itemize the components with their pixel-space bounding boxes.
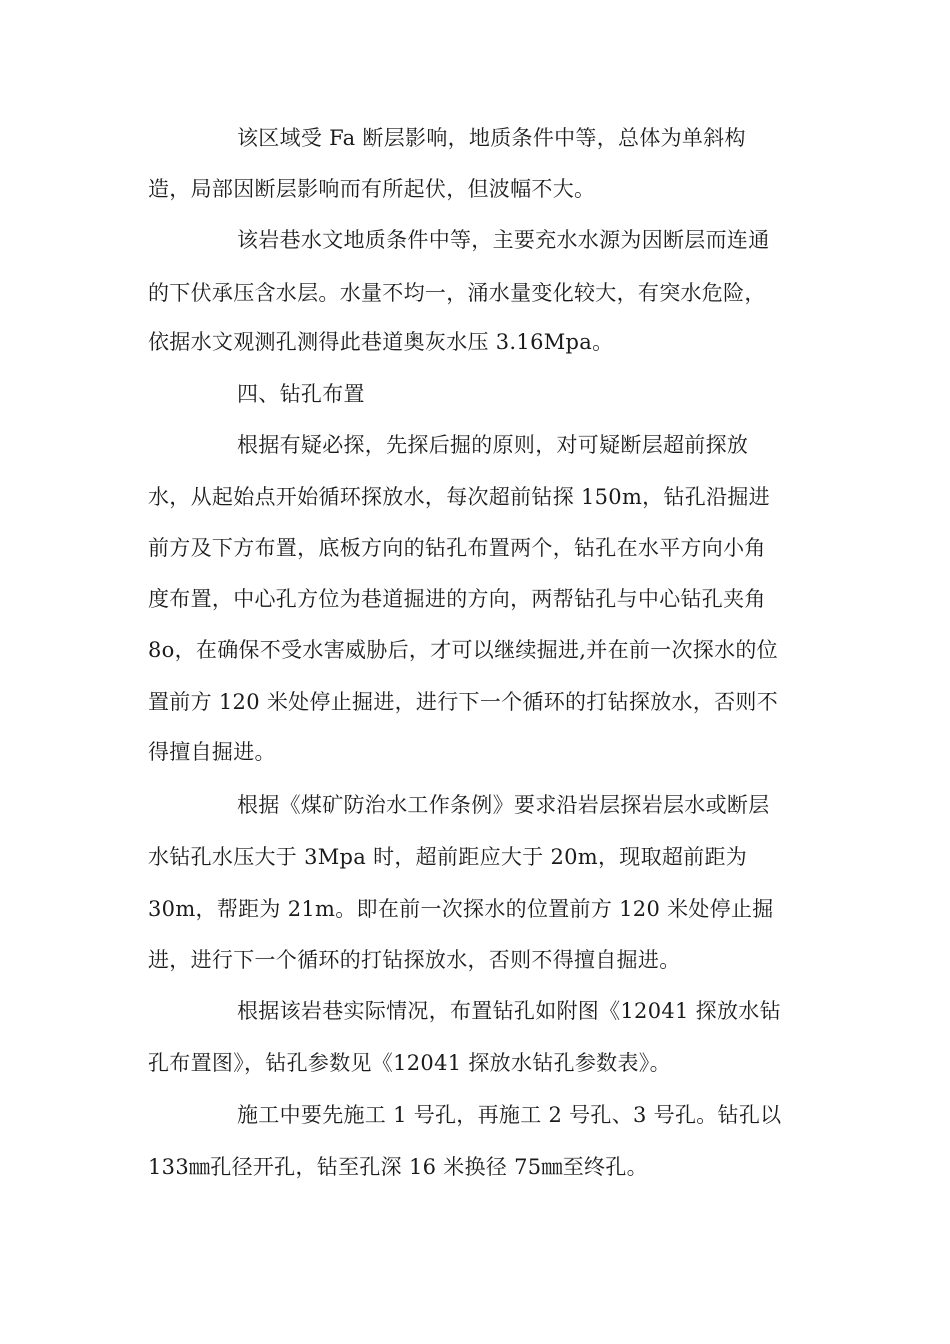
paragraph-construction-line-2: 133㎜孔径开孔，钻至孔深 16 米换径 75㎜至终孔。 xyxy=(148,1155,648,1179)
paragraph-principle-line-5: 8o，在确保不受水害威胁后，才可以继续掘进,并在前一次探水的位 xyxy=(148,638,778,662)
paragraph-hydrology-line-3: 依据水文观测孔测得此巷道奥灰水压 3.16Mpa。 xyxy=(148,330,614,354)
paragraph-layout-line-1: 根据该岩巷实际情况，布置钻孔如附图《12041 探放水钻 xyxy=(237,999,781,1023)
paragraph-principle-line-1: 根据有疑必探，先探后掘的原则，对可疑断层超前探放 xyxy=(237,433,749,457)
paragraph-principle-line-3: 前方及下方布置，底板方向的钻孔布置两个，钻孔在水平方向小角 xyxy=(148,536,766,560)
paragraph-principle-line-6: 置前方 120 米处停止掘进，进行下一个循环的打钻探放水，否则不 xyxy=(148,690,779,714)
paragraph-principle-line-4: 度布置，中心孔方位为巷道掘进的方向，两帮钻孔与中心钻孔夹角 xyxy=(148,587,766,611)
paragraph-principle-line-7: 得擅自掘进。 xyxy=(148,740,276,764)
paragraph-principle-line-2: 水，从起始点开始循环探放水，每次超前钻探 150m，钻孔沿掘进 xyxy=(148,485,770,509)
paragraph-hydrology-line-1: 该岩巷水文地质条件中等，主要充水水源为因断层而连通 xyxy=(237,228,770,252)
paragraph-regulation-line-2: 水钻孔水压大于 3Mpa 时，超前距应大于 20m，现取超前距为 xyxy=(148,845,748,869)
paragraph-regulation-line-1: 根据《煤矿防治水工作条例》要求沿岩层探岩层水或断层 xyxy=(237,793,770,817)
section-heading-drilling: 四、钻孔布置 xyxy=(237,382,365,406)
paragraph-regulation-line-4: 进，进行下一个循环的打钻探放水，否则不得擅自掘进。 xyxy=(148,948,681,972)
paragraph-geology-line-2: 造，局部因断层影响而有所起伏，但波幅不大。 xyxy=(148,177,596,201)
paragraph-construction-line-1: 施工中要先施工 1 号孔，再施工 2 号孔、3 号孔。钻孔以 xyxy=(237,1103,782,1127)
paragraph-hydrology-line-2: 的下伏承压含水层。水量不均一，涌水量变化较大，有突水危险， xyxy=(148,281,766,305)
paragraph-layout-line-2: 孔布置图》，钻孔参数见《12041 探放水钻孔参数表》。 xyxy=(148,1051,671,1075)
paragraph-regulation-line-3: 30m，帮距为 21m。即在前一次探水的位置前方 120 米处停止掘 xyxy=(148,897,774,921)
paragraph-geology-line-1: 该区域受 Fa 断层影响，地质条件中等，总体为单斜构 xyxy=(237,126,746,150)
